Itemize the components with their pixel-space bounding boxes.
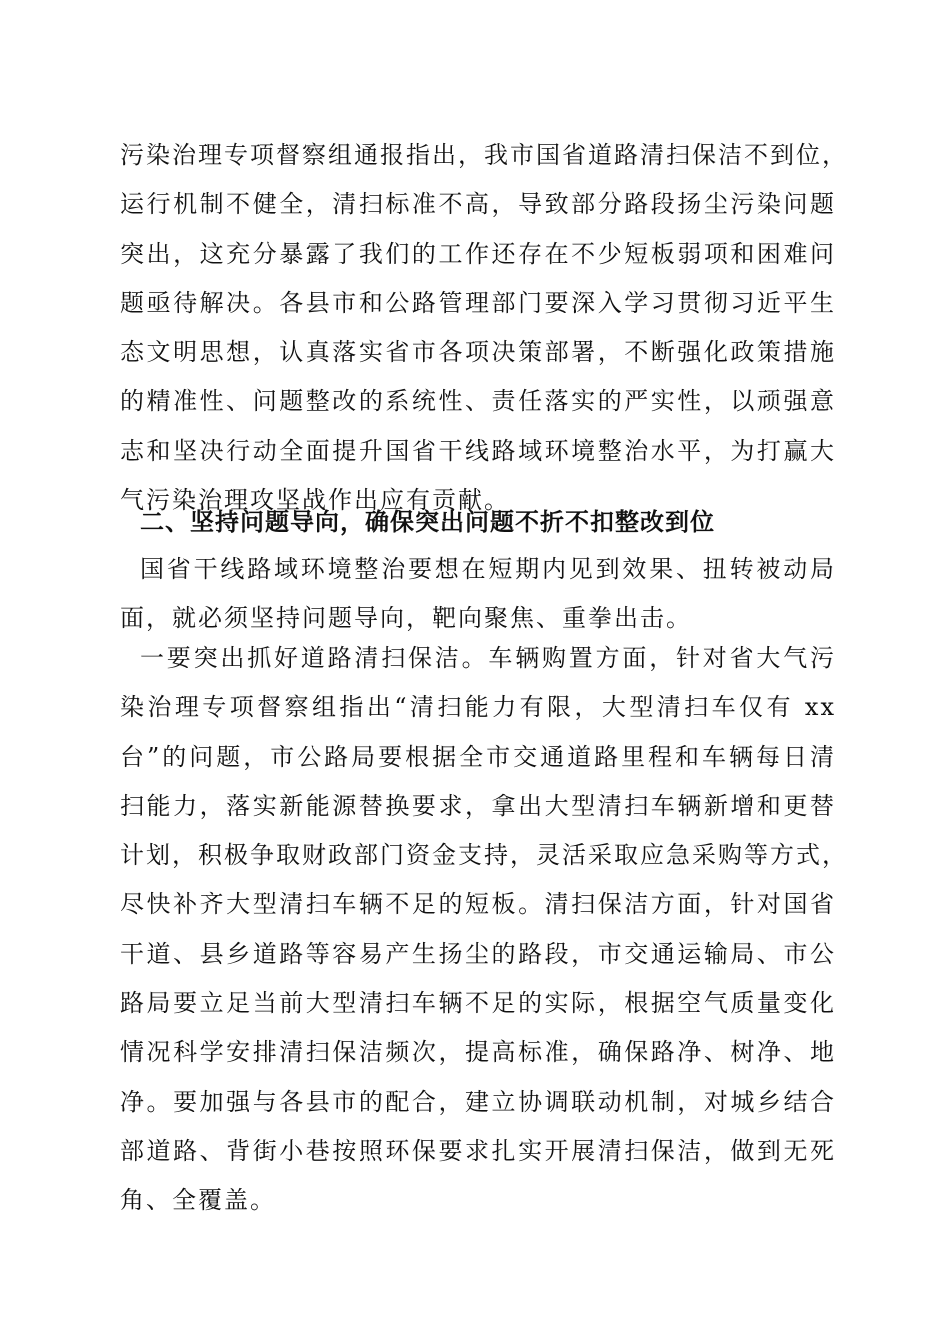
paragraph-line: 计划，积极争取财政部门资金支持，灵活采取应急采购等方式， xyxy=(120,841,848,870)
paragraph-line: 题亟待解决。各县市和公路管理部门要深入学习贯彻习近平生 xyxy=(120,288,836,317)
paragraph-line: 路局要立足当前大型清扫车辆不足的实际，根据空气质量变化 xyxy=(120,989,836,1018)
paragraph-line: 角、全覆盖。 xyxy=(120,1186,276,1215)
paragraph-line: 的精准性、问题整改的系统性、责任落实的严实性，以顽强意 xyxy=(120,387,836,416)
paragraph-line: 突出，这充分暴露了我们的工作还存在不少短板弱项和困难问 xyxy=(120,239,836,268)
paragraph-line: 污染治理专项督察组通报指出，我市国省道路清扫保洁不到位， xyxy=(120,141,848,169)
paragraph-line: 尽快补齐大型清扫车辆不足的短板。清扫保洁方面，针对国省 xyxy=(120,890,836,919)
paragraph-line: 情况科学安排清扫保洁频次，提高标准，确保路净、树净、地 xyxy=(120,1038,836,1067)
paragraph-line: 态文明思想，认真落实省市各项决策部署，不断强化政策措施 xyxy=(120,338,836,367)
paragraph-line: 净。要加强与各县市的配合，建立协调联动机制，对城乡结合 xyxy=(120,1087,836,1116)
paragraph-line: 干道、县乡道路等容易产生扬尘的路段，市交通运输局、市公 xyxy=(120,939,836,968)
paragraph-line: 一要突出抓好道路清扫保洁。车辆购置方面，针对省大气污 xyxy=(140,644,836,672)
paragraph-line: 台”的问题，市公路局要根据全市交通道路里程和车辆每日清 xyxy=(120,742,836,771)
paragraph-line: 扫能力，落实新能源替换要求，拿出大型清扫车辆新增和更替 xyxy=(120,791,836,820)
paragraph-line: 部道路、背街小巷按照环保要求扎实开展清扫保洁，做到无死 xyxy=(120,1136,836,1165)
paragraph-1 xyxy=(120,131,848,525)
paragraph-line: 面，就必须坚持问题导向，靶向聚焦、重拳出击。 xyxy=(120,604,692,633)
section-heading: 二、坚持问题导向，确保突出问题不折不扣整改到位 xyxy=(140,508,715,536)
paragraph-3 xyxy=(120,634,848,1226)
paragraph-line: 染治理专项督察组指出“清扫能力有限，大型清扫车仅有 xx xyxy=(120,693,836,722)
paragraph-line: 运行机制不健全，清扫标准不高，导致部分路段扬尘污染问题 xyxy=(120,190,836,219)
paragraph-2 xyxy=(120,545,836,644)
paragraph-line: 国省干线路域环境整治要想在短期内见到效果、扭转被动局 xyxy=(140,555,836,583)
paragraph-line: 志和坚决行动全面提升国省干线路域环境整治水平，为打赢大 xyxy=(120,436,836,465)
paragraph-line: 气污染治理攻坚战作出应有贡献。 xyxy=(120,486,510,515)
